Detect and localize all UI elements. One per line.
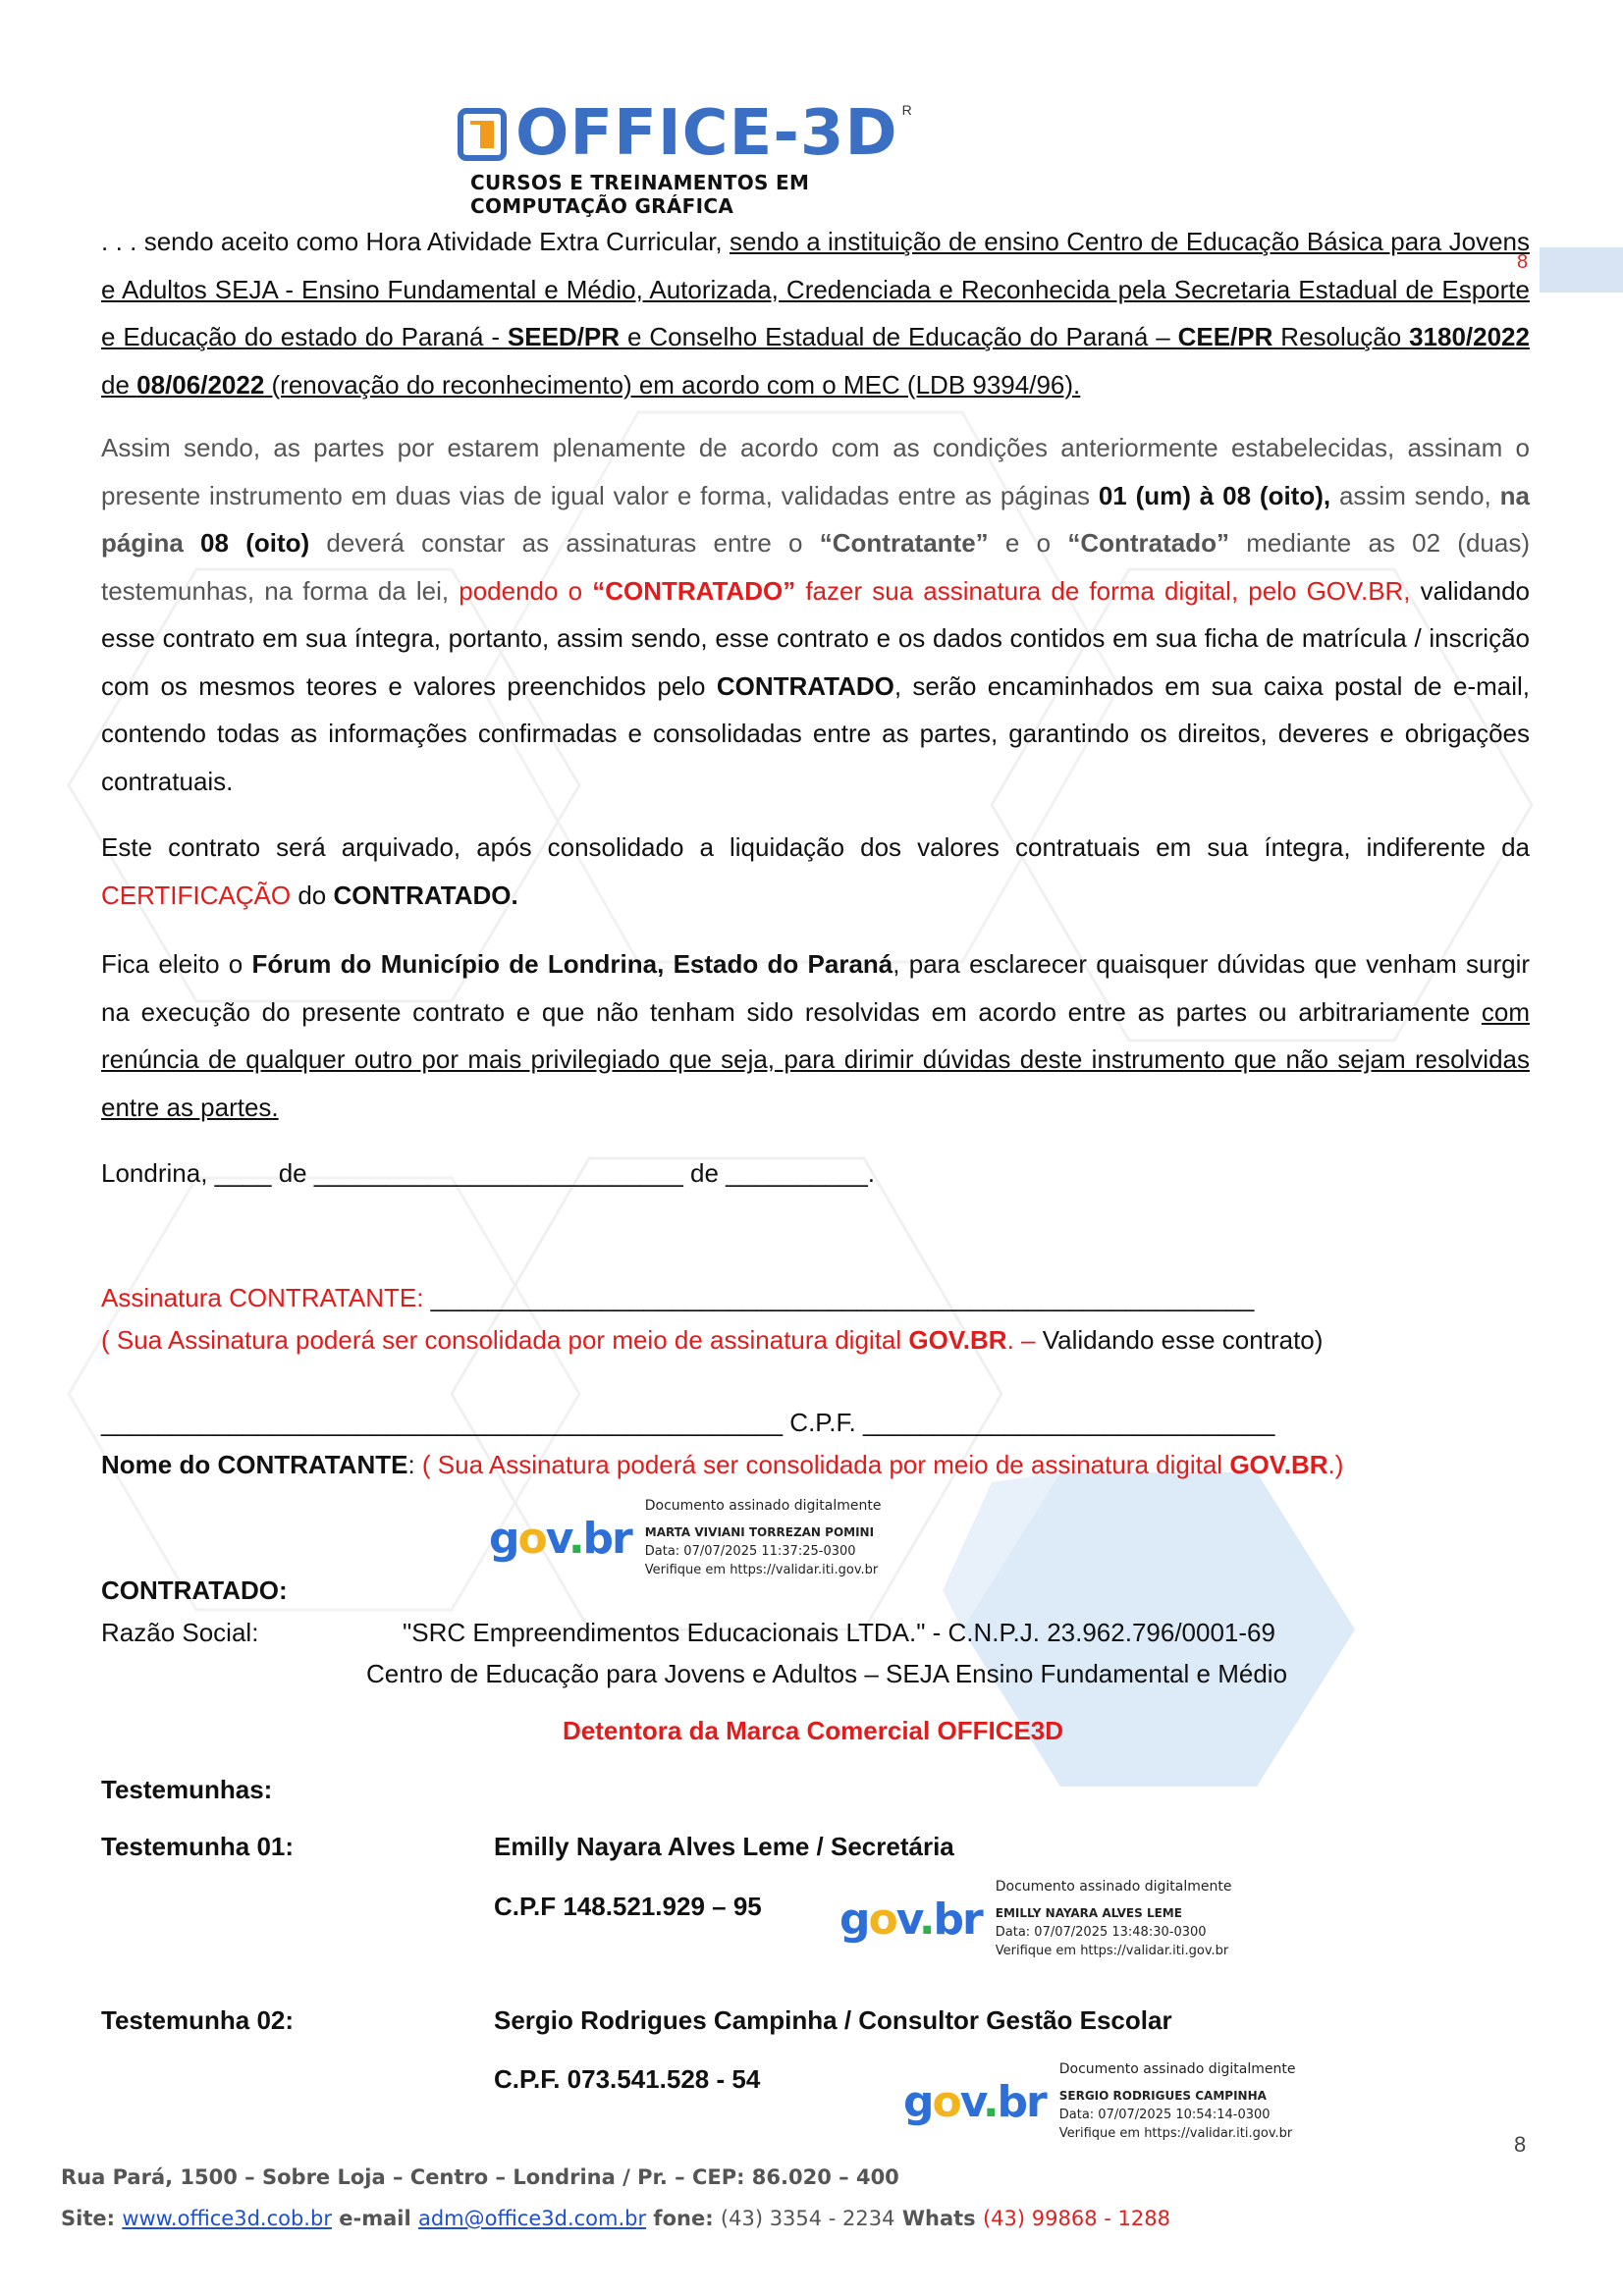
text: SEED/PR	[507, 322, 621, 351]
text: EMILLY NAYARA ALVES LEME	[995, 1906, 1182, 1920]
text: e o	[988, 528, 1068, 558]
govbr-signature-info	[1059, 2060, 1296, 2143]
text: 08 (oito),	[1222, 480, 1331, 510]
date-line: Londrina, ____ de __________________________ de __________.	[101, 1158, 875, 1188]
text: .)	[1327, 1450, 1344, 1479]
text: CONTRATADO	[716, 670, 894, 701]
text: , para esclarecer quaisquer dúvidas que venham surgir na execução do presente contrato e que não tenham sido resolvidas em acordo entre as partes ou arbitrariamente	[101, 949, 1531, 1027]
testemunhas-label: Testemunhas:	[101, 1775, 273, 1804]
text: Data: 07/07/2025 10:54:14-0300	[1058, 2108, 1271, 2122]
testemunha-02-cpf: C.P.F. 073.541.528 - 54	[494, 2064, 761, 2094]
site-link[interactable]: www.office3d.cob.br	[122, 2207, 332, 2230]
text: Fórum do Município de Londrina, Estado do Paraná	[251, 949, 893, 979]
text: Este contrato será arquivado, após consolidado a liquidação dos valores contratuais em sua íntegra, indiferente da	[101, 832, 1530, 862]
text: , serão encaminhados em sua caixa postal de e-mail, contendo todas as informações confirmadas e consolidadas entre as partes, garantindo os direitos, deveres e obrigações contratuais.	[101, 670, 1530, 796]
text: Data: 07/07/2025 13:48:30-0300	[995, 1925, 1207, 1940]
footer-address: Rua Pará, 1500 – Sobre Loja – Centro – Londrina / Pr. – CEP: 86.020 – 400	[61, 2165, 899, 2189]
detentora-marca: Detentora da Marca Comercial OFFICE3D	[563, 1716, 1064, 1745]
text: CEE/PR	[1177, 322, 1273, 351]
text: com renúncia de qualquer outro por mais privilegiado que seja, para dirimir dúvidas deste instrumento que não sejam resolvidas entre as partes.	[101, 996, 1530, 1122]
text: Nome do CONTRATANTE	[101, 1450, 408, 1479]
contratante-signature-note	[101, 1325, 1323, 1356]
text: 3180/2022	[1409, 322, 1530, 351]
text: do	[291, 880, 334, 910]
paragraph-institution	[101, 218, 1530, 408]
govbr-logo: gov.br	[839, 1894, 982, 1945]
text: __________________________________________________________	[430, 1283, 1255, 1312]
logo-mark-icon	[457, 105, 508, 162]
footer-contacts	[61, 2207, 1170, 2230]
contratante-name-cpf-line: ________________________________________________ C.P.F. _____________________________	[101, 1408, 1275, 1437]
text: :	[407, 1450, 422, 1479]
contratante-signature-line	[101, 1283, 1254, 1313]
paragraph-signatures-terms	[101, 424, 1530, 805]
razao-social-label: Razão Social:	[101, 1618, 259, 1647]
text: mediante as 02 (duas) testemunhas, na forma da lei,	[101, 528, 1531, 606]
whats-number: (43) 99868 - 1288	[982, 2207, 1170, 2230]
text: ( Sua Assinatura poderá ser consolidada por meio de assinatura digital	[101, 1325, 909, 1355]
text: “Contratado”	[1067, 528, 1229, 558]
text: “CONTRATADO”	[592, 575, 796, 606]
text: CERTIFICAÇÃO	[101, 880, 292, 910]
testemunha-02-name: Sergio Rodrigues Campinha / Consultor Gestão Escolar	[494, 2005, 1172, 2035]
text: e Conselho Estadual de Educação do Paraná –	[620, 322, 1178, 351]
text: ( Sua Assinatura poderá ser consolidada por meio de assinatura digital	[421, 1450, 1230, 1479]
page-top-number: 8	[1517, 251, 1529, 273]
centro-educacao: Centro de Educação para Jovens e Adultos – SEJA Ensino Fundamental e Médio	[366, 1659, 1288, 1688]
text: fone:	[646, 2207, 721, 2230]
text: Data: 07/07/2025 11:37:25-0300	[644, 1544, 856, 1559]
govbr-logo: gov.br	[489, 1513, 631, 1564]
paragraph-archive	[101, 824, 1530, 919]
text: CONTRATADO.	[333, 880, 518, 910]
text: podendo o	[459, 575, 593, 606]
testemunha-02-label: Testemunha 02:	[101, 2005, 295, 2035]
text: Assinatura CONTRATANTE:	[101, 1283, 431, 1312]
text: MARTA VIVIANI TORREZAN POMINI	[644, 1525, 875, 1539]
page-tab-marker	[1540, 247, 1623, 293]
text: SERGIO RODRIGUES CAMPINHA	[1058, 2089, 1267, 2103]
text: de	[101, 369, 137, 400]
text: 08/06/2022	[136, 369, 265, 400]
text: Fica eleito o	[101, 949, 252, 979]
razao-social-value: "SRC Empreendimentos Educacionais LTDA." - C.N.P.J. 23.962.796/0001-69	[403, 1618, 1275, 1647]
text: e-mail	[331, 2207, 418, 2230]
page-number: 8	[1514, 2132, 1527, 2157]
text: Documento assinado digitalmente	[644, 1498, 882, 1514]
text: GOV.BR	[908, 1325, 1007, 1355]
text: “Contratante”	[819, 528, 989, 558]
office3d-logo	[457, 97, 967, 218]
email-link[interactable]: adm@office3d.com.br	[417, 2207, 647, 2230]
text: assim sendo,	[1330, 480, 1500, 510]
text: Documento assinado digitalmente	[995, 1879, 1232, 1895]
text: 01 (um) à	[1098, 480, 1223, 510]
govbr-signature-stamp	[839, 1878, 1231, 1960]
testemunha-01-name: Emilly Nayara Alves Leme / Secretária	[494, 1832, 954, 1861]
text: Assim sendo, as partes por estarem plenamente de acordo com as condições anteriormente estabelecidas, assinam o presente instrumento em duas vias de igual valor e forma, validadas entre as páginas	[101, 433, 1530, 510]
text: sendo a instituição de ensino Centro de Educação Básica para Jovens e Adultos SEJA - Ensino Fundamental e Médio, Autorizada, Credenciada e Reconhecida pela Secretaria Estadual de Esporte e Educação do estado do Paraná -	[101, 227, 1530, 351]
testemunha-01-cpf: C.P.F 148.521.929 – 95	[494, 1892, 762, 1921]
text: Resolução	[1272, 322, 1410, 351]
brand-name: OFFICE-3D	[515, 97, 898, 170]
govbr-logo: gov.br	[903, 2076, 1046, 2127]
text: (renovação do reconhecimento) em acordo com o MEC (LDB 9394/96).	[264, 369, 1081, 400]
text: Verifique em https://validar.iti.gov.br	[644, 1563, 879, 1577]
text: . –	[1006, 1325, 1043, 1355]
govbr-signature-stamp	[489, 1497, 881, 1579]
text: fazer sua assinatura de forma digital, pelo GOV.BR,	[795, 575, 1411, 606]
text: . . . sendo aceito como Hora Atividade Extra Curricular,	[101, 227, 730, 256]
registered-mark: R	[901, 102, 912, 118]
text: Verifique em https://validar.iti.gov.br	[1058, 2126, 1293, 2141]
text: na página	[101, 480, 1530, 558]
contratante-name-row	[101, 1450, 1343, 1480]
testemunha-01-label: Testemunha 01:	[101, 1832, 295, 1861]
text: Verifique em https://validar.iti.gov.br	[995, 1944, 1229, 1958]
brand-tagline: CURSOS E TREINAMENTOS EM COMPUTAÇÃO GRÁFICA	[470, 171, 810, 218]
text: GOV.BR	[1229, 1450, 1328, 1479]
text: deverá constar as assinaturas entre o	[309, 528, 820, 558]
govbr-signature-stamp	[903, 2060, 1295, 2143]
text: Documento assinado digitalmente	[1058, 2061, 1296, 2077]
phone-number: (43) 3354 - 2234	[720, 2207, 895, 2230]
text: Whats	[894, 2207, 983, 2230]
text: validando esse contrato em sua íntegra, portanto, assim sendo, esse contrato e os dados contidos em sua ficha de matrícula / inscrição com os mesmos teores e valores preenchidos pelo	[101, 575, 1530, 701]
govbr-signature-info	[645, 1497, 882, 1579]
text: 08 (oito)	[200, 528, 310, 558]
contratado-label: CONTRATADO:	[101, 1575, 288, 1605]
text: Site:	[61, 2207, 123, 2230]
paragraph-forum	[101, 940, 1530, 1131]
govbr-signature-info	[996, 1878, 1232, 1960]
text: Validando esse contrato)	[1042, 1325, 1324, 1355]
